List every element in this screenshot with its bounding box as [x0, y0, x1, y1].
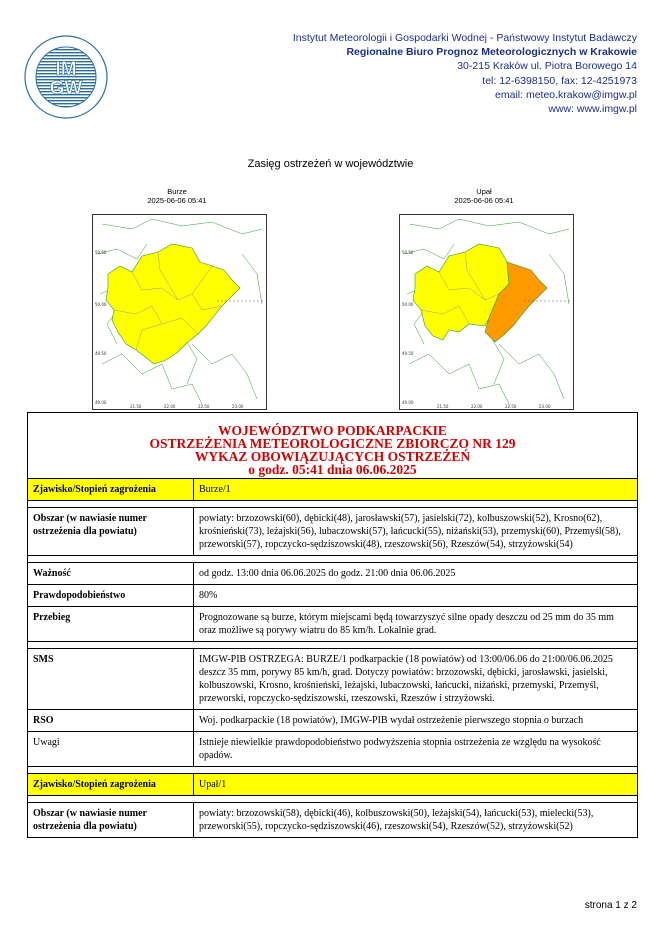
email[interactable]: email: meteo.krakow@imgw.pl — [495, 88, 637, 101]
office-name: Regionalne Biuro Prognoz Meteorologicznych w Krakowie — [346, 46, 637, 59]
table-row — [28, 803, 638, 838]
institute-header — [293, 31, 637, 116]
table-row — [28, 649, 638, 710]
x-tick: 21.50 — [437, 404, 449, 409]
row-label: Prawdopodobieństwo — [28, 585, 194, 607]
notes-value: Istnieje niewielkie prawdopodobieństwo podwyższenia stopnia ostrzeżenia ze względu na wysokość opadów. — [194, 732, 638, 767]
validity-value: od godz. 13:00 dnia 06.06.2025 do godz. 21:00 dnia 06.06.2025 — [194, 563, 638, 585]
table-row — [28, 508, 638, 556]
row-label: Ważność — [28, 563, 194, 585]
area-value: powiaty: brzozowski(60), dębicki(48), jarosławski(57), jasielski(72), kolbuszowski(52), Krosno(62), krośnieński(73), leżajski(56), lubaczowski(57), łańcucki(55), niżański(53), przemyski(60), Przemyśl(58), przeworski(57), ropczycko-sędziszowski(48), rzeszowski(56), Rzeszów(54), strzyżowski(54) — [194, 508, 638, 556]
rso-value: Woj. podkarpackie (18 powiatów), IMGW-PIB wydał ostrzeżenie pierwszego stopnia o burzach — [194, 710, 638, 732]
svg-text:IM: IM — [55, 59, 77, 80]
bulletin-title: OSTRZEŻENIA METEOROLOGICZNE ZBIORCZO NR 129 — [149, 436, 516, 451]
map-label: Upał — [476, 187, 492, 196]
area-value: powiaty: brzozowski(58), dębicki(46), kolbuszowski(50), leżajski(54), łańcucki(53), mielecki(53), przeworski(55), ropczycko-sędziszowski(46), rzeszowski(54), Rzeszów(52), strzyżowski(52) — [194, 803, 638, 838]
table-row — [28, 563, 638, 585]
phenomenon-value: Burze/1 — [194, 479, 638, 501]
probability-value: 80% — [194, 585, 638, 607]
issue-time: o godz. 05:41 dnia 06.06.2025 — [248, 462, 417, 477]
map-storms — [92, 214, 267, 415]
map-datetime: 2025-06-06 05:41 — [147, 196, 207, 205]
row-label: SMS — [28, 649, 194, 710]
y-tick: 50.00 — [402, 302, 414, 307]
x-tick: 22.00 — [164, 404, 176, 409]
row-label: Obszar (w nawiasie numer ostrzeżenia dla powiatu) — [28, 803, 194, 838]
row-label: Zjawisko/Stopień zagrożenia — [28, 479, 194, 501]
table-row — [28, 774, 638, 796]
row-label: Obszar (w nawiasie numer ostrzeżenia dla powiatu) — [28, 508, 194, 556]
imgw-logo — [23, 34, 109, 120]
address: 30-215 Kraków ul. Piotra Borowego 14 — [457, 60, 637, 73]
course-value: Prognozowane są burze, którym miejscami będą towarzyszyć silne opady deszczu od 25 mm do 35 mm oraz możliwe są porywy wiatru do 85 km/h. Lokalnie grad. — [194, 607, 638, 642]
svg-text:GW: GW — [49, 78, 83, 99]
map-caption-storms — [107, 187, 247, 205]
map-heat — [399, 214, 574, 415]
table-row — [28, 607, 638, 642]
y-tick: 50.00 — [95, 302, 107, 307]
row-label: Uwagi — [28, 732, 194, 767]
table-heading — [28, 413, 638, 479]
y-tick: 50.50 — [95, 250, 107, 255]
x-tick: 23.00 — [232, 404, 244, 409]
x-tick: 21.50 — [130, 404, 142, 409]
institute-name: Instytut Meteorologii i Gospodarki Wodnej - Państwowy Instytut Badawczy — [292, 32, 637, 44]
x-tick: 22.50 — [505, 404, 517, 409]
y-tick: 49.00 — [402, 400, 414, 405]
list-title: WYKAZ OBOWIĄZUJĄCYCH OSTRZEŻEŃ — [194, 449, 471, 464]
warnings-table — [27, 412, 638, 838]
y-tick: 49.50 — [95, 351, 107, 356]
y-tick: 49.00 — [95, 400, 107, 405]
y-tick: 49.50 — [402, 351, 414, 356]
page-number: strona 1 z 2 — [584, 900, 637, 911]
table-row — [28, 732, 638, 767]
map-datetime: 2025-06-06 05:41 — [454, 196, 514, 205]
table-row — [28, 479, 638, 501]
sms-value: IMGW-PIB OSTRZEGA: BURZE/1 podkarpackie (18 powiatów) od 13:00/06.06 do 21:00/06.06.2025 deszcz 35 mm, porywy 85 km/h, grad. Dotyczy powiatów: brzozowski, dębicki, jarosławski, jasielski, kolbuszowski, Krosno, krośnieński, leżajski, lubaczowski, łańcucki, niżański, przemyski, Przemyśl, przeworski, ropczycko-sędziszowski, rzeszowski, Rzeszów i strzyżowski. — [194, 649, 638, 710]
phenomenon-value: Upał/1 — [194, 774, 638, 796]
row-label: Przebieg — [28, 607, 194, 642]
row-label: Zjawisko/Stopień zagrożenia — [28, 774, 194, 796]
x-tick: 22.50 — [198, 404, 210, 409]
table-row — [28, 710, 638, 732]
x-tick: 22.00 — [471, 404, 483, 409]
phone: tel: 12-6398150, fax: 12-4251973 — [482, 74, 637, 87]
y-tick: 50.50 — [402, 250, 414, 255]
row-label: RSO — [28, 710, 194, 732]
table-row — [28, 585, 638, 607]
x-tick: 23.00 — [539, 404, 551, 409]
map-caption-heat — [414, 187, 554, 205]
voivodeship-title: WOJEWÓDZTWO PODKARPACKIE — [218, 423, 447, 438]
website[interactable]: www: www.imgw.pl — [548, 103, 637, 116]
maps-title: Zasięg ostrzeżeń w województwie — [247, 158, 414, 170]
map-label: Burze — [167, 187, 187, 196]
